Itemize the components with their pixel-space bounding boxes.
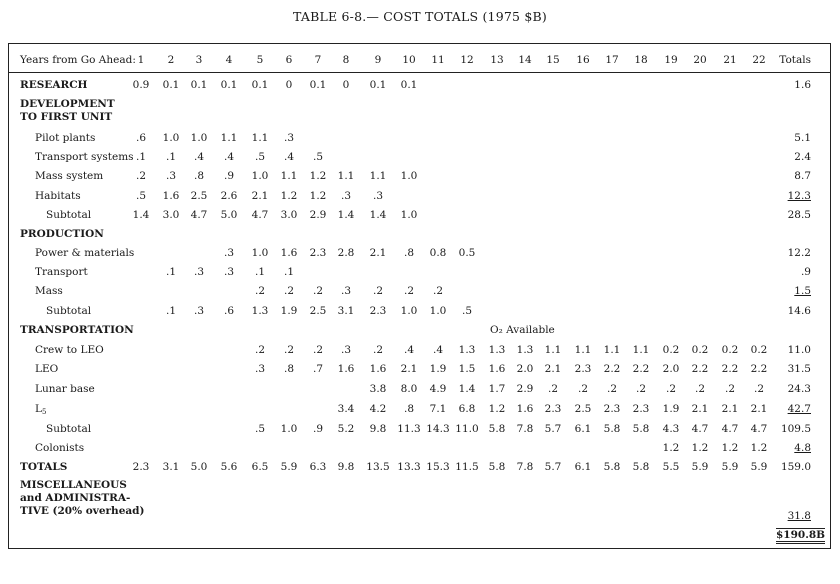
cell-year-8: 0 (342, 79, 350, 91)
cell-year-10: 1.0 (400, 305, 418, 317)
cell-year-10: 8.0 (400, 383, 418, 395)
cell-year-4: 2.6 (220, 190, 238, 202)
cell-year-17: .2 (606, 383, 618, 395)
cell-year-20: 2.2 (691, 363, 709, 375)
cell-year-2: 0.1 (162, 79, 180, 91)
grand-total: $190.8B (776, 528, 825, 544)
cell-year-10: 11.3 (397, 423, 421, 435)
row-total: 4.8 (794, 442, 811, 454)
cell-year-7: .7 (312, 363, 324, 375)
header-year-2: 2 (167, 54, 175, 66)
cell-year-9: 0.1 (369, 79, 387, 91)
cell-year-15: 5.7 (544, 423, 562, 435)
cell-year-7: 2.5 (309, 305, 327, 317)
cell-year-12: 1.3 (458, 344, 476, 356)
cell-year-3: 0.1 (190, 79, 208, 91)
cell-year-19: .2 (665, 383, 677, 395)
cell-year-22: 4.7 (750, 423, 768, 435)
cell-year-9: 13.5 (366, 461, 390, 473)
cell-year-10: .4 (403, 344, 415, 356)
cell-year-17: 5.8 (603, 461, 621, 473)
row-total: 1.5 (794, 285, 811, 297)
cell-year-14: 1.3 (516, 344, 534, 356)
cell-year-12: 1.4 (458, 383, 476, 395)
header-year-9: 9 (374, 54, 382, 66)
cell-year-9: .3 (372, 190, 384, 202)
cell-year-5: .5 (254, 151, 266, 163)
cell-year-18: 2.3 (632, 403, 650, 415)
cell-year-19: 0.2 (662, 344, 680, 356)
cell-year-7: .2 (312, 344, 324, 356)
row-total: 14.6 (787, 305, 811, 317)
cell-year-3: 1.0 (190, 132, 208, 144)
header-year-16: 16 (576, 54, 590, 66)
cell-year-6: .4 (283, 151, 295, 163)
row-label: Power & materials (35, 247, 135, 259)
cell-year-6: 1.0 (280, 423, 298, 435)
cell-year-4: .3 (223, 247, 235, 259)
cell-year-22: 2.2 (750, 363, 768, 375)
cell-year-17: 2.3 (603, 403, 621, 415)
cell-year-13: 1.6 (488, 363, 506, 375)
cell-year-22: 0.2 (750, 344, 768, 356)
cell-year-8: 3.1 (337, 305, 355, 317)
page-title: TABLE 6-8.— COST TOTALS (1975 $B) (293, 9, 547, 24)
header-year-22: 22 (752, 54, 766, 66)
cell-year-19: 5.5 (662, 461, 680, 473)
cell-year-11: 14.3 (426, 423, 450, 435)
header-totals: Totals (779, 54, 811, 66)
cell-year-5: 1.1 (251, 132, 269, 144)
row-label: Mass system (35, 170, 104, 182)
cell-year-20: 5.9 (691, 461, 709, 473)
cell-year-9: 2.3 (369, 305, 387, 317)
row-total: 12.3 (787, 190, 811, 202)
cell-year-2: .1 (165, 266, 177, 278)
cell-year-10: 1.0 (400, 209, 418, 221)
cell-year-11: 4.9 (429, 383, 447, 395)
header-year-20: 20 (693, 54, 707, 66)
header-year-5: 5 (256, 54, 264, 66)
cell-year-7: 6.3 (309, 461, 327, 473)
row-total: 5.1 (794, 132, 811, 144)
cell-year-9: 4.2 (369, 403, 387, 415)
row-label: Colonists (35, 442, 85, 454)
cell-year-16: .2 (577, 383, 589, 395)
cell-year-14: 7.8 (516, 461, 534, 473)
cell-year-14: 2.0 (516, 363, 534, 375)
cell-year-21: 4.7 (721, 423, 739, 435)
header-year-21: 21 (723, 54, 737, 66)
header-year-4: 4 (225, 54, 233, 66)
cell-year-12: 0.5 (458, 247, 476, 259)
cell-year-10: .8 (403, 403, 415, 415)
cell-year-8: 5.2 (337, 423, 355, 435)
cell-year-15: 2.1 (544, 363, 562, 375)
cell-year-20: 2.1 (691, 403, 709, 415)
row-label: TOTALS (20, 461, 68, 473)
cell-year-18: 5.8 (632, 423, 650, 435)
row-label: TIVE (20% overhead) (20, 505, 145, 517)
cell-year-18: 1.1 (632, 344, 650, 356)
cell-year-6: 1.2 (280, 190, 298, 202)
cell-year-16: 2.3 (574, 363, 592, 375)
cell-year-4: .4 (223, 151, 235, 163)
cell-year-9: 1.1 (369, 170, 387, 182)
cell-year-8: .3 (340, 190, 352, 202)
cell-year-9: .2 (372, 344, 384, 356)
cell-year-18: .2 (635, 383, 647, 395)
cell-year-22: 1.2 (750, 442, 768, 454)
cell-year-9: 3.8 (369, 383, 387, 395)
cell-year-2: 3.0 (162, 209, 180, 221)
cell-year-19: 4.3 (662, 423, 680, 435)
cell-year-11: 15.3 (426, 461, 450, 473)
cell-year-19: 2.0 (662, 363, 680, 375)
cell-year-8: .3 (340, 344, 352, 356)
row-label: PRODUCTION (20, 228, 104, 240)
header-year-1: 1 (137, 54, 145, 66)
cell-year-1: 0.9 (132, 79, 150, 91)
cell-year-6: .1 (283, 266, 295, 278)
cell-year-4: 1.1 (220, 132, 238, 144)
cell-year-13: 5.8 (488, 461, 506, 473)
header-label: Years from Go Ahead: (20, 54, 136, 66)
row-total: 109.5 (780, 423, 811, 435)
header-year-6: 6 (285, 54, 293, 66)
cell-year-13: 1.2 (488, 403, 506, 415)
cell-year-15: 5.7 (544, 461, 562, 473)
cell-year-5: 2.1 (251, 190, 269, 202)
cell-year-1: .5 (135, 190, 147, 202)
row-label: and ADMINISTRA- (20, 492, 131, 504)
row-total: 2.4 (794, 151, 811, 163)
cell-year-5: 4.7 (251, 209, 269, 221)
cell-year-8: 3.4 (337, 403, 355, 415)
row-label: Subtotal (46, 305, 92, 317)
cell-year-10: 1.0 (400, 170, 418, 182)
cell-year-22: 5.9 (750, 461, 768, 473)
cell-year-16: 6.1 (574, 423, 592, 435)
cell-year-21: 2.2 (721, 363, 739, 375)
cell-year-20: 1.2 (691, 442, 709, 454)
cell-year-11: 7.1 (429, 403, 447, 415)
cell-year-10: .8 (403, 247, 415, 259)
cell-year-4: 5.0 (220, 209, 238, 221)
row-label: Subtotal (46, 423, 92, 435)
cell-year-5: .1 (254, 266, 266, 278)
row-total: 11.0 (787, 344, 811, 356)
cell-year-13: 1.7 (488, 383, 506, 395)
cell-year-8: 1.6 (337, 363, 355, 375)
header-year-13: 13 (490, 54, 504, 66)
cell-year-16: 2.5 (574, 403, 592, 415)
cell-year-15: 2.3 (544, 403, 562, 415)
cell-year-6: .8 (283, 363, 295, 375)
header-year-17: 17 (605, 54, 619, 66)
cell-year-2: .1 (165, 151, 177, 163)
cell-year-4: .3 (223, 266, 235, 278)
cell-year-4: 0.1 (220, 79, 238, 91)
row-total: 24.3 (787, 383, 811, 395)
cell-year-7: .5 (312, 151, 324, 163)
cell-year-8: 2.8 (337, 247, 355, 259)
cell-year-13: 1.3 (488, 344, 506, 356)
cell-year-5: 6.5 (251, 461, 269, 473)
cell-year-3: 5.0 (190, 461, 208, 473)
cell-year-5: .2 (254, 344, 266, 356)
cell-year-21: .2 (724, 383, 736, 395)
row-label: TRANSPORTATION (20, 324, 134, 336)
cell-year-8: 1.4 (337, 209, 355, 221)
cell-year-3: .4 (193, 151, 205, 163)
cell-year-10: 2.1 (400, 363, 418, 375)
cell-year-1: .1 (135, 151, 147, 163)
cell-year-4: .6 (223, 305, 235, 317)
header-year-10: 10 (402, 54, 416, 66)
cell-year-5: .3 (254, 363, 266, 375)
cell-year-8: 9.8 (337, 461, 355, 473)
row-total: 1.6 (794, 79, 811, 91)
cell-year-16: 1.1 (574, 344, 592, 356)
cell-year-7: .9 (312, 423, 324, 435)
cell-year-21: 1.2 (721, 442, 739, 454)
cell-year-14: 7.8 (516, 423, 534, 435)
cell-year-6: .3 (283, 132, 295, 144)
header-divider (8, 72, 831, 73)
cell-year-1: .6 (135, 132, 147, 144)
row-label: TO FIRST UNIT (20, 111, 113, 123)
header-year-15: 15 (546, 54, 560, 66)
cell-year-5: 1.0 (251, 170, 269, 182)
cell-year-7: 2.3 (309, 247, 327, 259)
cell-year-6: 5.9 (280, 461, 298, 473)
cell-year-9: .2 (372, 285, 384, 297)
cell-year-8: 1.1 (337, 170, 355, 182)
cell-year-22: 2.1 (750, 403, 768, 415)
row-label: Mass (35, 285, 63, 297)
cell-year-7: 1.2 (309, 190, 327, 202)
cell-year-11: 1.9 (429, 363, 447, 375)
cell-year-12: 11.0 (455, 423, 479, 435)
header-year-12: 12 (460, 54, 474, 66)
row-total: 31.5 (787, 363, 811, 375)
cell-year-9: 1.4 (369, 209, 387, 221)
cell-year-15: .2 (547, 383, 559, 395)
cell-year-9: 2.1 (369, 247, 387, 259)
cell-year-22: .2 (753, 383, 765, 395)
cell-year-11: .4 (432, 344, 444, 356)
cell-year-5: 1.0 (251, 247, 269, 259)
cell-year-11: .2 (432, 285, 444, 297)
cell-year-3: .3 (193, 305, 205, 317)
cell-year-7: .2 (312, 285, 324, 297)
cell-year-20: 0.2 (691, 344, 709, 356)
cell-year-5: .5 (254, 423, 266, 435)
row-total: .9 (800, 266, 811, 278)
cell-year-6: 3.0 (280, 209, 298, 221)
cell-year-18: 2.2 (632, 363, 650, 375)
cell-year-6: 1.9 (280, 305, 298, 317)
cell-year-14: 1.6 (516, 403, 534, 415)
cell-year-17: 2.2 (603, 363, 621, 375)
cell-year-3: 4.7 (190, 209, 208, 221)
header-year-14: 14 (518, 54, 532, 66)
cell-year-15: 1.1 (544, 344, 562, 356)
row-total: 12.2 (787, 247, 811, 259)
cell-year-18: 5.8 (632, 461, 650, 473)
row-label: Pilot plants (35, 132, 96, 144)
cell-year-17: 1.1 (603, 344, 621, 356)
cell-year-6: 0 (285, 79, 293, 91)
row-label: RESEARCH (20, 79, 88, 91)
row-total: 8.7 (794, 170, 811, 182)
row-label: MISCELLANEOUS (20, 479, 127, 491)
header-year-7: 7 (314, 54, 322, 66)
cell-year-12: 11.5 (455, 461, 479, 473)
cell-year-4: .9 (223, 170, 235, 182)
cell-year-11: 1.0 (429, 305, 447, 317)
oxygen-available-note: O₂ Available (490, 324, 555, 336)
cell-year-1: .2 (135, 170, 147, 182)
cell-year-12: .5 (461, 305, 473, 317)
row-label: DEVELOPMENT (20, 98, 115, 110)
cell-year-6: 1.1 (280, 170, 298, 182)
cell-year-10: .2 (403, 285, 415, 297)
row-total: 28.5 (787, 209, 811, 221)
cell-year-9: 9.8 (369, 423, 387, 435)
cell-year-17: 5.8 (603, 423, 621, 435)
cell-year-1: 1.4 (132, 209, 150, 221)
cell-year-13: 5.8 (488, 423, 506, 435)
cell-year-2: .1 (165, 305, 177, 317)
row-label: Transport systems (35, 151, 134, 163)
row-total: 42.7 (787, 403, 811, 415)
cell-year-2: .3 (165, 170, 177, 182)
cell-year-9: 1.6 (369, 363, 387, 375)
header-year-8: 8 (342, 54, 350, 66)
cell-year-10: 13.3 (397, 461, 421, 473)
header-year-3: 3 (195, 54, 203, 66)
cell-year-16: 6.1 (574, 461, 592, 473)
row-label: Crew to LEO (35, 344, 104, 356)
cell-year-1: 2.3 (132, 461, 150, 473)
cell-year-3: .3 (193, 266, 205, 278)
cell-year-21: 0.2 (721, 344, 739, 356)
cell-year-21: 5.9 (721, 461, 739, 473)
cell-year-6: 1.6 (280, 247, 298, 259)
header-year-11: 11 (431, 54, 445, 66)
cell-year-19: 1.2 (662, 442, 680, 454)
cell-year-4: 5.6 (220, 461, 238, 473)
row-total: 159.0 (780, 461, 811, 473)
cell-year-7: 2.9 (309, 209, 327, 221)
cell-year-7: 1.2 (309, 170, 327, 182)
overhead-total: 31.8 (787, 510, 811, 522)
cell-year-5: .2 (254, 285, 266, 297)
row-label: Subtotal (46, 209, 92, 221)
row-label: Lunar base (35, 383, 95, 395)
cell-year-12: 6.8 (458, 403, 476, 415)
row-label: LEO (35, 363, 59, 375)
header-year-18: 18 (634, 54, 648, 66)
cell-year-8: .3 (340, 285, 352, 297)
cell-year-20: 4.7 (691, 423, 709, 435)
row-label: $L_5$ (35, 403, 47, 416)
cell-year-10: 0.1 (400, 79, 418, 91)
row-label: Transport (35, 266, 88, 278)
cell-year-5: 0.1 (251, 79, 269, 91)
cell-year-19: 1.9 (662, 403, 680, 415)
cell-year-3: .8 (193, 170, 205, 182)
cell-year-2: 1.6 (162, 190, 180, 202)
cell-year-6: .2 (283, 344, 295, 356)
cell-year-3: 2.5 (190, 190, 208, 202)
cell-year-14: 2.9 (516, 383, 534, 395)
header-year-19: 19 (664, 54, 678, 66)
cell-year-12: 1.5 (458, 363, 476, 375)
cell-year-11: 0.8 (429, 247, 447, 259)
cell-year-7: 0.1 (309, 79, 327, 91)
cell-year-5: 1.3 (251, 305, 269, 317)
cell-year-6: .2 (283, 285, 295, 297)
row-label: Habitats (35, 190, 81, 202)
cell-year-21: 2.1 (721, 403, 739, 415)
cell-year-2: 3.1 (162, 461, 180, 473)
cell-year-20: .2 (694, 383, 706, 395)
cell-year-2: 1.0 (162, 132, 180, 144)
